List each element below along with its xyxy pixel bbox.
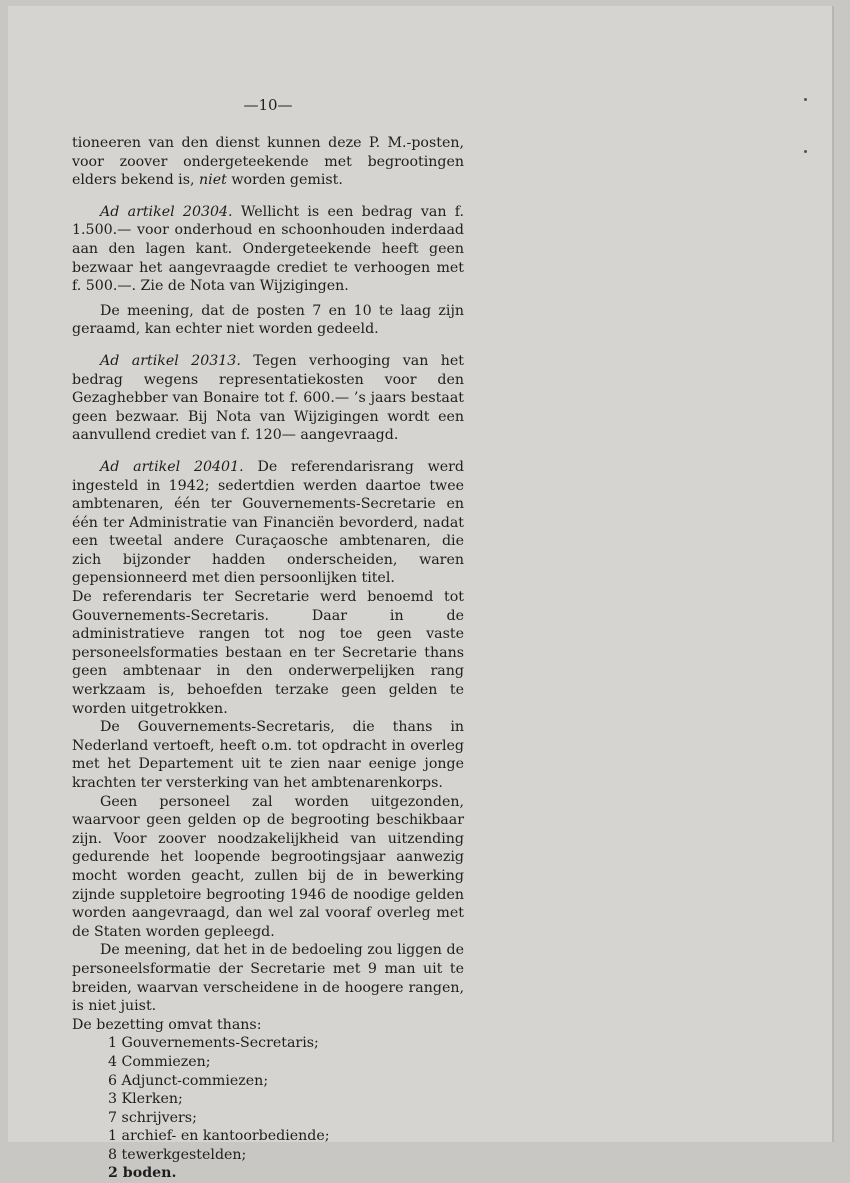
- list-item: 7 schrijvers;: [108, 1109, 197, 1126]
- article-20313-ref: Ad artikel 20313.: [100, 352, 241, 369]
- list-item: 2 boden.: [108, 1165, 177, 1182]
- article-20401-paragraph: [72, 458, 464, 588]
- list-item: 8 tewerkgestelden;: [108, 1146, 247, 1163]
- document-page: [8, 6, 832, 1182]
- list-item: 4 Commiezen;: [108, 1053, 211, 1070]
- list-item: 1 Gouvernements-Secretaris;: [108, 1035, 319, 1052]
- article-20401-body: De referendarisrang werd ingesteld in 1942; sedertdien werden daartoe twee ambtenaren, één ter Gouvernements-Secretarie en één ter Administratie van Financiën bevorderd, nadat een tweetal andere Curaçaosche ambtenaren, die zich bijzonder hadden onderscheiden, waren gepensionneerd met dien persoonlijken titel.: [72, 458, 464, 587]
- article-20313-body: Tegen verhooging van het bedrag wegens representatiekosten voor den Gezaghebber van Bonaire tot f. 600.— ’s jaars bestaat geen bezwaar. Bij Nota van Wijzigingen wordt een aanvullend crediet van f. 120— aangevraagd.: [72, 352, 464, 444]
- list-item: 1 archief- en kantoorbediende;: [108, 1128, 330, 1145]
- list-item: 3 Klerken;: [108, 1091, 183, 1108]
- paper-speck: [804, 150, 807, 153]
- opening-text-end: worden gemist.: [226, 172, 343, 189]
- article-20401-para2: De referendaris ter Secretarie werd benoemd tot Gouvernements-Secretaris. Daar in de administratieve rangen tot nog toe geen vaste personeelsformaties bestaan en ter Secretarie thans geen ambtenaar in den onderwerpelijken rang werkzaam is, behoefden terzake geen gelden te worden uitgetrokken.: [72, 589, 464, 717]
- article-20304-ref: Ad artikel 20304.: [100, 203, 233, 220]
- article-20401-para3: De Gouvernements-Secretaris, die thans in Nederland vertoeft, heeft o.m. tot opdracht in overleg met het Departement uit te zien naar eenige jonge krachten ter versterking van het ambtenarenkorps.: [72, 719, 464, 791]
- staff-list-intro: De bezetting omvat thans:: [72, 1016, 262, 1033]
- paper-speck: [804, 98, 807, 101]
- article-20304-followup: De meening, dat de posten 7 en 10 te laag zijn geraamd, kan echter niet worden gedeeld.: [72, 302, 464, 338]
- body-text: [72, 134, 464, 1183]
- article-20304-paragraph: [72, 203, 464, 296]
- article-20304-body: Wellicht is een bedrag van f. 1.500.— voor onderhoud en schoonhouden inderdaad aan den lagen kant. Ondergeteekende heeft geen bezwaar het aangevraagde crediet te verhoogen met f. 500.—. Zie de Nota van Wijzigingen.: [72, 203, 464, 295]
- article-20313-paragraph: [72, 352, 464, 445]
- opening-emphasis: niet: [199, 172, 227, 189]
- page-number: —10—: [243, 96, 293, 114]
- staff-list: [72, 1034, 464, 1183]
- article-20401-para4: Geen personeel zal worden uitgezonden, waarvoor geen gelden op de begrooting beschikbaar zijn. Voor zoover noodzakelijkheid van uitzending gedurende het loopende begrootingsjaar aanwezig mocht worden geacht, zullen bij de in bewerking zijnde suppletoire begrooting 1946 de noodige gelden worden aangevraagd, dan wel zal vooraf overleg met de Staten worden gepleegd.: [72, 793, 464, 940]
- opening-text: tioneeren van den dienst kunnen deze P. M.-posten, voor zoover ondergeteekende met begrootingen elders bekend is,: [72, 135, 464, 189]
- list-item: 6 Adjunct-commiezen;: [108, 1072, 269, 1089]
- article-20401-para5: De meening, dat het in de bedoeling zou liggen de personeelsformatie der Secretarie met 9 man uit te breiden, waarvan verscheidene in de hoogere rangen, is niet juist.: [72, 942, 464, 1015]
- opening-paragraph: [72, 134, 464, 190]
- article-20401-ref: Ad artikel 20401.: [100, 458, 244, 475]
